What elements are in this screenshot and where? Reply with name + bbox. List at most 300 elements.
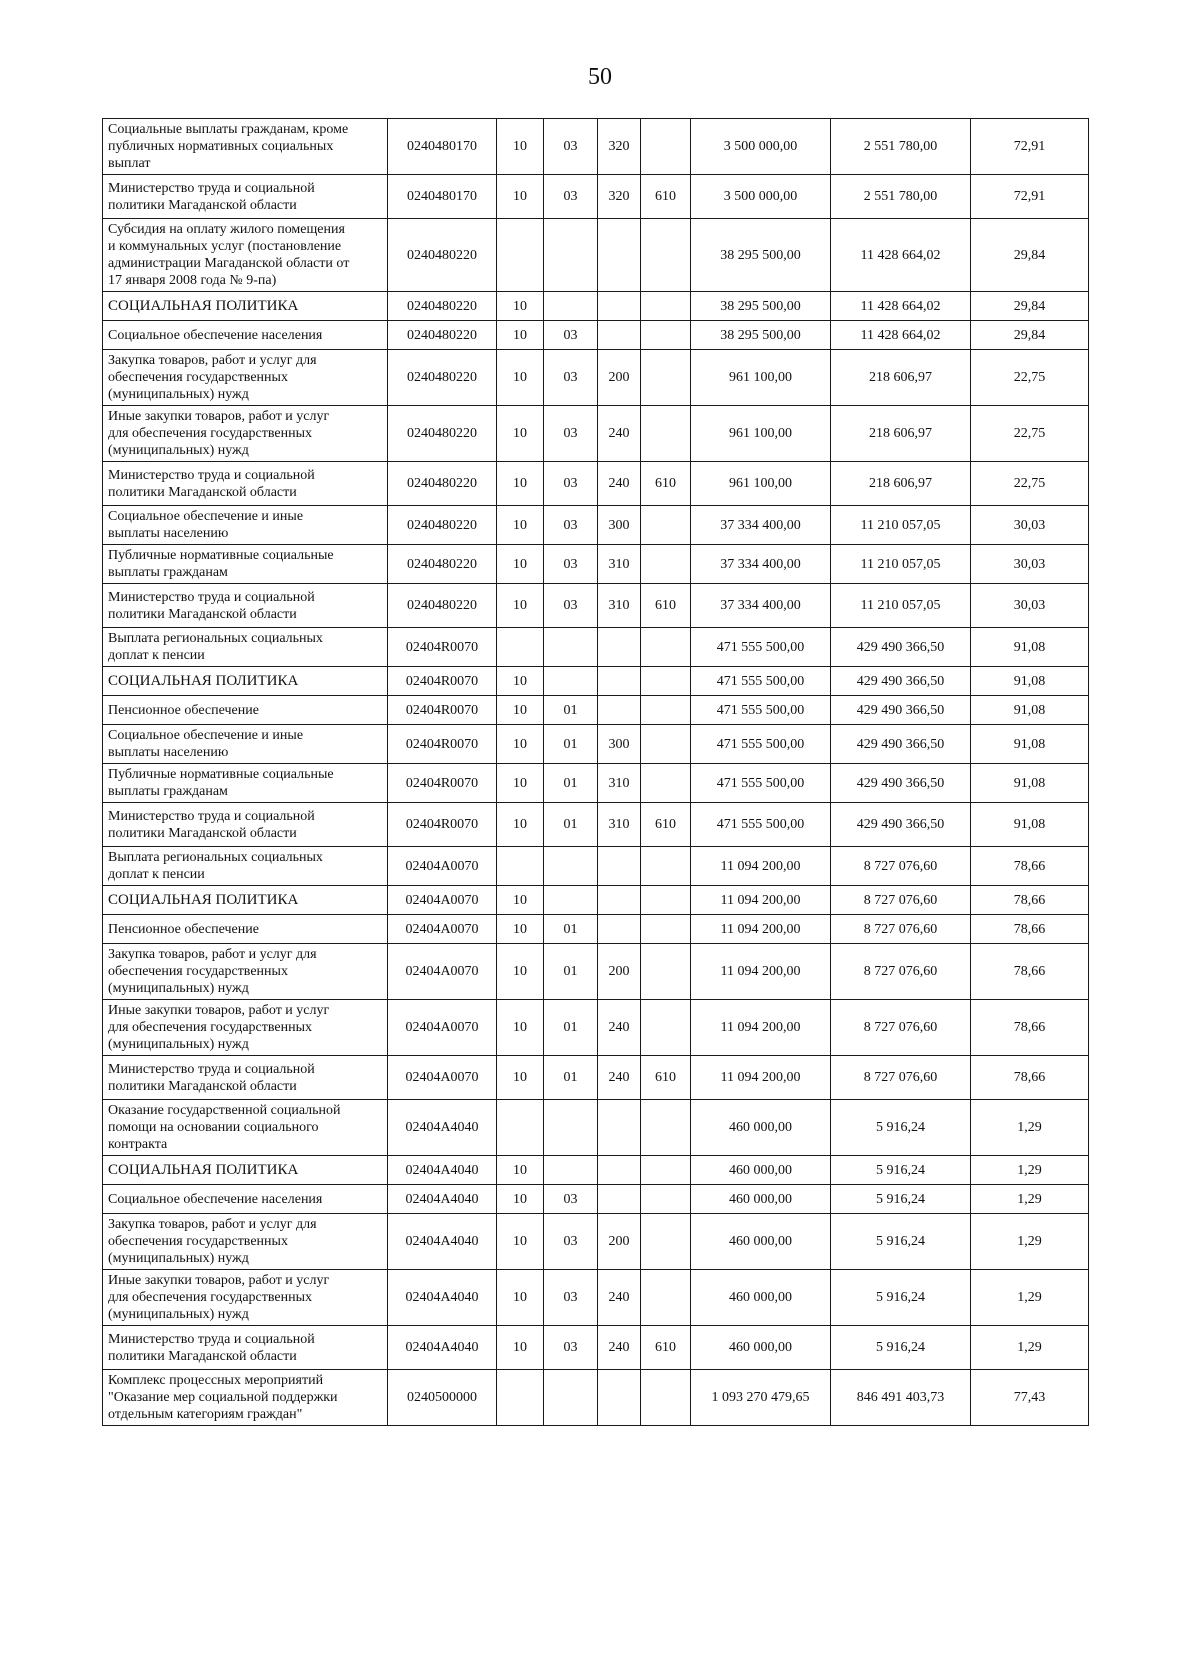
subsection-cell: 03 xyxy=(544,406,598,462)
row-name-cell: СОЦИАЛЬНАЯ ПОЛИТИКА xyxy=(103,667,388,696)
row-name-cell: Иные закупки товаров, работ и услуг для обеспечения государственных (муниципальных) нужд xyxy=(103,1270,388,1326)
planned-amount-cell: 3 500 000,00 xyxy=(691,175,831,219)
execution-percent-cell: 78,66 xyxy=(971,944,1089,1000)
section-cell: 10 xyxy=(497,764,544,803)
execution-percent-cell: 22,75 xyxy=(971,406,1089,462)
expense-type-cell xyxy=(598,1156,641,1185)
section-cell: 10 xyxy=(497,1326,544,1370)
department-cell xyxy=(641,1100,691,1156)
subsection-cell xyxy=(544,667,598,696)
planned-amount-cell: 961 100,00 xyxy=(691,350,831,406)
section-cell: 10 xyxy=(497,725,544,764)
executed-amount-cell: 5 916,24 xyxy=(831,1185,971,1214)
table-row xyxy=(103,886,1089,915)
planned-amount-cell: 37 334 400,00 xyxy=(691,584,831,628)
row-name-cell: Министерство труда и социальной политики Магаданской области xyxy=(103,1326,388,1370)
table-row xyxy=(103,1370,1089,1426)
table-row xyxy=(103,803,1089,847)
expense-type-cell xyxy=(598,219,641,292)
row-name-cell: Министерство труда и социальной политики Магаданской области xyxy=(103,803,388,847)
expense-type-cell xyxy=(598,1100,641,1156)
target-code-cell: 02404R0070 xyxy=(388,803,497,847)
subsection-cell xyxy=(544,847,598,886)
expense-type-cell: 310 xyxy=(598,545,641,584)
execution-percent-cell: 91,08 xyxy=(971,667,1089,696)
section-cell xyxy=(497,847,544,886)
expense-type-cell: 300 xyxy=(598,506,641,545)
expense-type-cell: 320 xyxy=(598,175,641,219)
row-name-cell: Социальное обеспечение и иные выплаты населению xyxy=(103,506,388,545)
section-cell: 10 xyxy=(497,696,544,725)
section-cell: 10 xyxy=(497,350,544,406)
executed-amount-cell: 5 916,24 xyxy=(831,1270,971,1326)
section-cell: 10 xyxy=(497,1056,544,1100)
department-cell xyxy=(641,1214,691,1270)
execution-percent-cell: 30,03 xyxy=(971,506,1089,545)
row-name-cell: Социальные выплаты гражданам, кроме публичных нормативных социальных выплат xyxy=(103,119,388,175)
planned-amount-cell: 37 334 400,00 xyxy=(691,545,831,584)
target-code-cell: 0240480170 xyxy=(388,119,497,175)
executed-amount-cell: 11 210 057,05 xyxy=(831,584,971,628)
section-cell xyxy=(497,1100,544,1156)
planned-amount-cell: 11 094 200,00 xyxy=(691,847,831,886)
expense-type-cell: 240 xyxy=(598,462,641,506)
table-row xyxy=(103,1056,1089,1100)
expense-type-cell xyxy=(598,696,641,725)
department-cell xyxy=(641,321,691,350)
executed-amount-cell: 218 606,97 xyxy=(831,406,971,462)
expense-type-cell: 200 xyxy=(598,350,641,406)
table-row xyxy=(103,944,1089,1000)
planned-amount-cell: 471 555 500,00 xyxy=(691,667,831,696)
section-cell: 10 xyxy=(497,944,544,1000)
expense-type-cell: 240 xyxy=(598,1326,641,1370)
executed-amount-cell: 429 490 366,50 xyxy=(831,725,971,764)
row-name-cell: Публичные нормативные социальные выплаты гражданам xyxy=(103,764,388,803)
department-cell xyxy=(641,764,691,803)
executed-amount-cell: 5 916,24 xyxy=(831,1214,971,1270)
row-name-cell: Комплекс процессных мероприятий "Оказание мер социальной поддержки отдельным категориям граждан" xyxy=(103,1370,388,1426)
executed-amount-cell: 8 727 076,60 xyxy=(831,847,971,886)
department-cell xyxy=(641,1000,691,1056)
expense-type-cell xyxy=(598,1185,641,1214)
planned-amount-cell: 38 295 500,00 xyxy=(691,292,831,321)
section-cell: 10 xyxy=(497,545,544,584)
budget-table xyxy=(102,118,1089,1426)
expense-type-cell: 240 xyxy=(598,406,641,462)
table-row xyxy=(103,915,1089,944)
department-cell xyxy=(641,1185,691,1214)
target-code-cell: 02404R0070 xyxy=(388,628,497,667)
section-cell: 10 xyxy=(497,667,544,696)
table-row xyxy=(103,506,1089,545)
row-name-cell: Социальное обеспечение населения xyxy=(103,1185,388,1214)
expense-type-cell xyxy=(598,292,641,321)
department-cell: 610 xyxy=(641,462,691,506)
execution-percent-cell: 91,08 xyxy=(971,628,1089,667)
row-name-cell: Социальное обеспечение и иные выплаты населению xyxy=(103,725,388,764)
planned-amount-cell: 460 000,00 xyxy=(691,1185,831,1214)
table-row xyxy=(103,462,1089,506)
table-row xyxy=(103,1214,1089,1270)
section-cell: 10 xyxy=(497,803,544,847)
expense-type-cell: 320 xyxy=(598,119,641,175)
executed-amount-cell: 2 551 780,00 xyxy=(831,175,971,219)
execution-percent-cell: 72,91 xyxy=(971,119,1089,175)
expense-type-cell: 310 xyxy=(598,584,641,628)
planned-amount-cell: 471 555 500,00 xyxy=(691,725,831,764)
execution-percent-cell: 72,91 xyxy=(971,175,1089,219)
executed-amount-cell: 11 428 664,02 xyxy=(831,292,971,321)
execution-percent-cell: 22,75 xyxy=(971,350,1089,406)
executed-amount-cell: 429 490 366,50 xyxy=(831,628,971,667)
section-cell xyxy=(497,628,544,667)
executed-amount-cell: 5 916,24 xyxy=(831,1326,971,1370)
department-cell: 610 xyxy=(641,803,691,847)
subsection-cell: 03 xyxy=(544,506,598,545)
target-code-cell: 02404A0070 xyxy=(388,1056,497,1100)
target-code-cell: 02404A4040 xyxy=(388,1156,497,1185)
execution-percent-cell: 1,29 xyxy=(971,1270,1089,1326)
target-code-cell: 0240480220 xyxy=(388,292,497,321)
table-row xyxy=(103,584,1089,628)
section-cell: 10 xyxy=(497,321,544,350)
planned-amount-cell: 38 295 500,00 xyxy=(691,219,831,292)
execution-percent-cell: 1,29 xyxy=(971,1326,1089,1370)
execution-percent-cell: 91,08 xyxy=(971,725,1089,764)
executed-amount-cell: 429 490 366,50 xyxy=(831,696,971,725)
department-cell xyxy=(641,847,691,886)
table-row xyxy=(103,292,1089,321)
target-code-cell: 0240480220 xyxy=(388,545,497,584)
subsection-cell: 03 xyxy=(544,545,598,584)
target-code-cell: 02404A0070 xyxy=(388,944,497,1000)
executed-amount-cell: 11 210 057,05 xyxy=(831,506,971,545)
execution-percent-cell: 91,08 xyxy=(971,696,1089,725)
row-name-cell: Пенсионное обеспечение xyxy=(103,915,388,944)
section-cell: 10 xyxy=(497,462,544,506)
table-row xyxy=(103,545,1089,584)
planned-amount-cell: 471 555 500,00 xyxy=(691,696,831,725)
department-cell xyxy=(641,886,691,915)
execution-percent-cell: 1,29 xyxy=(971,1185,1089,1214)
target-code-cell: 02404A4040 xyxy=(388,1214,497,1270)
execution-percent-cell: 29,84 xyxy=(971,292,1089,321)
planned-amount-cell: 471 555 500,00 xyxy=(691,764,831,803)
expense-type-cell: 200 xyxy=(598,1214,641,1270)
section-cell: 10 xyxy=(497,1000,544,1056)
row-name-cell: СОЦИАЛЬНАЯ ПОЛИТИКА xyxy=(103,292,388,321)
expense-type-cell xyxy=(598,847,641,886)
expense-type-cell: 240 xyxy=(598,1056,641,1100)
department-cell xyxy=(641,292,691,321)
planned-amount-cell: 11 094 200,00 xyxy=(691,886,831,915)
planned-amount-cell: 460 000,00 xyxy=(691,1100,831,1156)
planned-amount-cell: 37 334 400,00 xyxy=(691,506,831,545)
subsection-cell: 01 xyxy=(544,1056,598,1100)
department-cell xyxy=(641,725,691,764)
department-cell xyxy=(641,219,691,292)
table-row xyxy=(103,1156,1089,1185)
executed-amount-cell: 2 551 780,00 xyxy=(831,119,971,175)
subsection-cell: 01 xyxy=(544,915,598,944)
section-cell: 10 xyxy=(497,1185,544,1214)
execution-percent-cell: 78,66 xyxy=(971,847,1089,886)
table-body xyxy=(103,119,1089,1426)
row-name-cell: Министерство труда и социальной политики Магаданской области xyxy=(103,1056,388,1100)
subsection-cell xyxy=(544,886,598,915)
subsection-cell: 03 xyxy=(544,119,598,175)
section-cell: 10 xyxy=(497,1156,544,1185)
planned-amount-cell: 38 295 500,00 xyxy=(691,321,831,350)
target-code-cell: 02404A4040 xyxy=(388,1326,497,1370)
executed-amount-cell: 218 606,97 xyxy=(831,462,971,506)
planned-amount-cell: 471 555 500,00 xyxy=(691,628,831,667)
target-code-cell: 02404A0070 xyxy=(388,915,497,944)
subsection-cell: 01 xyxy=(544,696,598,725)
table-row xyxy=(103,321,1089,350)
target-code-cell: 0240480220 xyxy=(388,462,497,506)
row-name-cell: Выплата региональных социальных доплат к пенсии xyxy=(103,628,388,667)
section-cell xyxy=(497,1370,544,1426)
row-name-cell: Министерство труда и социальной политики Магаданской области xyxy=(103,175,388,219)
planned-amount-cell: 460 000,00 xyxy=(691,1214,831,1270)
executed-amount-cell: 8 727 076,60 xyxy=(831,1000,971,1056)
table-row xyxy=(103,1100,1089,1156)
section-cell: 10 xyxy=(497,175,544,219)
department-cell xyxy=(641,915,691,944)
planned-amount-cell: 11 094 200,00 xyxy=(691,1000,831,1056)
section-cell: 10 xyxy=(497,292,544,321)
subsection-cell: 03 xyxy=(544,175,598,219)
planned-amount-cell: 1 093 270 479,65 xyxy=(691,1370,831,1426)
target-code-cell: 02404A4040 xyxy=(388,1185,497,1214)
row-name-cell: СОЦИАЛЬНАЯ ПОЛИТИКА xyxy=(103,1156,388,1185)
table-row xyxy=(103,696,1089,725)
execution-percent-cell: 22,75 xyxy=(971,462,1089,506)
row-name-cell: Социальное обеспечение населения xyxy=(103,321,388,350)
expense-type-cell: 240 xyxy=(598,1000,641,1056)
planned-amount-cell: 11 094 200,00 xyxy=(691,915,831,944)
expense-type-cell xyxy=(598,1370,641,1426)
execution-percent-cell: 78,66 xyxy=(971,1056,1089,1100)
target-code-cell: 0240480220 xyxy=(388,350,497,406)
executed-amount-cell: 846 491 403,73 xyxy=(831,1370,971,1426)
table-row xyxy=(103,219,1089,292)
subsection-cell: 03 xyxy=(544,1326,598,1370)
table-row xyxy=(103,847,1089,886)
table-row xyxy=(103,119,1089,175)
planned-amount-cell: 460 000,00 xyxy=(691,1270,831,1326)
subsection-cell xyxy=(544,1100,598,1156)
table-row xyxy=(103,1270,1089,1326)
table-row xyxy=(103,1185,1089,1214)
expense-type-cell: 300 xyxy=(598,725,641,764)
table-row xyxy=(103,725,1089,764)
execution-percent-cell: 29,84 xyxy=(971,321,1089,350)
subsection-cell: 01 xyxy=(544,1000,598,1056)
table-row xyxy=(103,175,1089,219)
expense-type-cell xyxy=(598,886,641,915)
table-row xyxy=(103,1326,1089,1370)
section-cell: 10 xyxy=(497,915,544,944)
executed-amount-cell: 429 490 366,50 xyxy=(831,764,971,803)
executed-amount-cell: 11 428 664,02 xyxy=(831,321,971,350)
department-cell: 610 xyxy=(641,584,691,628)
expense-type-cell xyxy=(598,321,641,350)
department-cell xyxy=(641,696,691,725)
target-code-cell: 0240480170 xyxy=(388,175,497,219)
department-cell xyxy=(641,667,691,696)
row-name-cell: СОЦИАЛЬНАЯ ПОЛИТИКА xyxy=(103,886,388,915)
department-cell xyxy=(641,1370,691,1426)
row-name-cell: Закупка товаров, работ и услуг для обеспечения государственных (муниципальных) нужд xyxy=(103,1214,388,1270)
target-code-cell: 0240480220 xyxy=(388,506,497,545)
planned-amount-cell: 11 094 200,00 xyxy=(691,1056,831,1100)
table-row xyxy=(103,667,1089,696)
executed-amount-cell: 429 490 366,50 xyxy=(831,803,971,847)
row-name-cell: Министерство труда и социальной политики Магаданской области xyxy=(103,584,388,628)
execution-percent-cell: 78,66 xyxy=(971,886,1089,915)
table-row xyxy=(103,764,1089,803)
executed-amount-cell: 5 916,24 xyxy=(831,1100,971,1156)
planned-amount-cell: 471 555 500,00 xyxy=(691,803,831,847)
section-cell xyxy=(497,219,544,292)
execution-percent-cell: 29,84 xyxy=(971,219,1089,292)
execution-percent-cell: 77,43 xyxy=(971,1370,1089,1426)
subsection-cell xyxy=(544,219,598,292)
page-number: 50 xyxy=(588,64,612,90)
row-name-cell: Оказание государственной социальной помощи на основании социального контракта xyxy=(103,1100,388,1156)
planned-amount-cell: 961 100,00 xyxy=(691,406,831,462)
planned-amount-cell: 460 000,00 xyxy=(691,1156,831,1185)
execution-percent-cell: 1,29 xyxy=(971,1156,1089,1185)
department-cell xyxy=(641,506,691,545)
department-cell xyxy=(641,350,691,406)
target-code-cell: 0240480220 xyxy=(388,406,497,462)
executed-amount-cell: 11 428 664,02 xyxy=(831,219,971,292)
table-row xyxy=(103,406,1089,462)
subsection-cell: 03 xyxy=(544,1185,598,1214)
section-cell: 10 xyxy=(497,506,544,545)
planned-amount-cell: 460 000,00 xyxy=(691,1326,831,1370)
executed-amount-cell: 8 727 076,60 xyxy=(831,944,971,1000)
department-cell xyxy=(641,406,691,462)
target-code-cell: 02404A0070 xyxy=(388,847,497,886)
row-name-cell: Субсидия на оплату жилого помещения и коммунальных услуг (постановление администрации Магаданской области от 17 января 2008 года № 9-па) xyxy=(103,219,388,292)
subsection-cell: 03 xyxy=(544,584,598,628)
table-row xyxy=(103,628,1089,667)
row-name-cell: Закупка товаров, работ и услуг для обеспечения государственных (муниципальных) нужд xyxy=(103,350,388,406)
execution-percent-cell: 1,29 xyxy=(971,1100,1089,1156)
department-cell xyxy=(641,1156,691,1185)
row-name-cell: Иные закупки товаров, работ и услуг для обеспечения государственных (муниципальных) нужд xyxy=(103,1000,388,1056)
subsection-cell: 01 xyxy=(544,944,598,1000)
subsection-cell: 03 xyxy=(544,1270,598,1326)
expense-type-cell xyxy=(598,628,641,667)
target-code-cell: 02404R0070 xyxy=(388,667,497,696)
table-row xyxy=(103,1000,1089,1056)
target-code-cell: 0240480220 xyxy=(388,584,497,628)
subsection-cell xyxy=(544,1370,598,1426)
target-code-cell: 02404A0070 xyxy=(388,886,497,915)
expense-type-cell: 200 xyxy=(598,944,641,1000)
department-cell: 610 xyxy=(641,1326,691,1370)
row-name-cell: Иные закупки товаров, работ и услуг для обеспечения государственных (муниципальных) нужд xyxy=(103,406,388,462)
table-row xyxy=(103,350,1089,406)
department-cell: 610 xyxy=(641,1056,691,1100)
section-cell: 10 xyxy=(497,1270,544,1326)
target-code-cell: 0240480220 xyxy=(388,219,497,292)
subsection-cell: 03 xyxy=(544,1214,598,1270)
subsection-cell: 01 xyxy=(544,725,598,764)
subsection-cell: 03 xyxy=(544,462,598,506)
department-cell xyxy=(641,628,691,667)
row-name-cell: Выплата региональных социальных доплат к пенсии xyxy=(103,847,388,886)
planned-amount-cell: 961 100,00 xyxy=(691,462,831,506)
execution-percent-cell: 30,03 xyxy=(971,584,1089,628)
expense-type-cell xyxy=(598,667,641,696)
section-cell: 10 xyxy=(497,119,544,175)
execution-percent-cell: 1,29 xyxy=(971,1214,1089,1270)
section-cell: 10 xyxy=(497,584,544,628)
target-code-cell: 02404R0070 xyxy=(388,725,497,764)
executed-amount-cell: 429 490 366,50 xyxy=(831,667,971,696)
target-code-cell: 0240480220 xyxy=(388,321,497,350)
subsection-cell xyxy=(544,1156,598,1185)
execution-percent-cell: 91,08 xyxy=(971,803,1089,847)
expense-type-cell: 310 xyxy=(598,764,641,803)
executed-amount-cell: 8 727 076,60 xyxy=(831,1056,971,1100)
department-cell: 610 xyxy=(641,175,691,219)
subsection-cell: 01 xyxy=(544,803,598,847)
subsection-cell: 01 xyxy=(544,764,598,803)
target-code-cell: 02404A0070 xyxy=(388,1000,497,1056)
subsection-cell: 03 xyxy=(544,350,598,406)
executed-amount-cell: 218 606,97 xyxy=(831,350,971,406)
department-cell xyxy=(641,944,691,1000)
executed-amount-cell: 8 727 076,60 xyxy=(831,915,971,944)
department-cell xyxy=(641,119,691,175)
department-cell xyxy=(641,1270,691,1326)
execution-percent-cell: 78,66 xyxy=(971,915,1089,944)
row-name-cell: Пенсионное обеспечение xyxy=(103,696,388,725)
execution-percent-cell: 78,66 xyxy=(971,1000,1089,1056)
subsection-cell xyxy=(544,292,598,321)
subsection-cell: 03 xyxy=(544,321,598,350)
planned-amount-cell: 3 500 000,00 xyxy=(691,119,831,175)
section-cell: 10 xyxy=(497,406,544,462)
execution-percent-cell: 30,03 xyxy=(971,545,1089,584)
target-code-cell: 02404A4040 xyxy=(388,1270,497,1326)
target-code-cell: 0240500000 xyxy=(388,1370,497,1426)
execution-percent-cell: 91,08 xyxy=(971,764,1089,803)
expense-type-cell: 310 xyxy=(598,803,641,847)
planned-amount-cell: 11 094 200,00 xyxy=(691,944,831,1000)
section-cell: 10 xyxy=(497,886,544,915)
target-code-cell: 02404R0070 xyxy=(388,764,497,803)
expense-type-cell: 240 xyxy=(598,1270,641,1326)
executed-amount-cell: 5 916,24 xyxy=(831,1156,971,1185)
subsection-cell xyxy=(544,628,598,667)
department-cell xyxy=(641,545,691,584)
section-cell: 10 xyxy=(497,1214,544,1270)
expense-type-cell xyxy=(598,915,641,944)
target-code-cell: 02404R0070 xyxy=(388,696,497,725)
row-name-cell: Закупка товаров, работ и услуг для обеспечения государственных (муниципальных) нужд xyxy=(103,944,388,1000)
executed-amount-cell: 11 210 057,05 xyxy=(831,545,971,584)
row-name-cell: Публичные нормативные социальные выплаты гражданам xyxy=(103,545,388,584)
